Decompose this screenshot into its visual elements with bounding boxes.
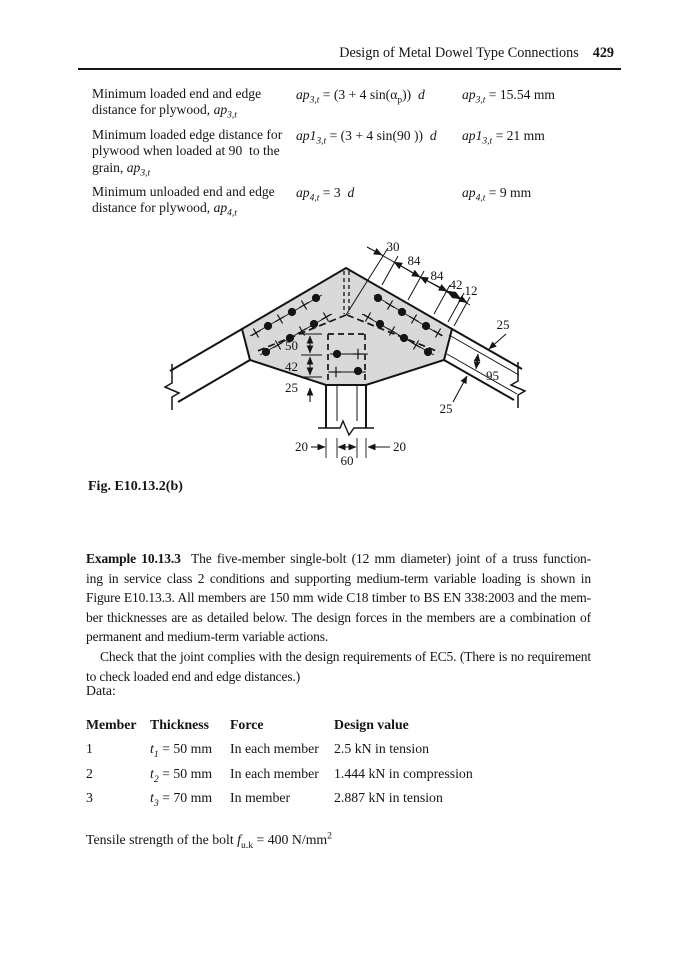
dim-label: 30 xyxy=(386,239,400,254)
header-page-number: 429 xyxy=(592,45,614,61)
property-label: Minimum unloaded end and edge distance for plywood, $ap_{4,t}$ xyxy=(92,184,275,220)
table-header-design-value: Design value xyxy=(334,717,409,732)
table-cell-design: 2.887 kN in tension xyxy=(334,790,443,806)
paragraph-line: ber thicknesses are as detailed below. The design forces in the members are a combination of xyxy=(86,609,591,625)
example-paragraph xyxy=(86,549,591,686)
break-symbol xyxy=(511,362,525,408)
property-label: Minimum loaded edge distance for plywood when loaded at 90 to the grain, $ap_{3,t}$ xyxy=(92,127,283,179)
members-table xyxy=(86,717,554,815)
paragraph-line: Figure E10.13.3. All members are 150 mm wide C18 timber to BS EN 338:2003 and the mem- xyxy=(86,590,591,606)
property-result: $ap1_{3,t} = 21$ mm xyxy=(462,128,545,147)
page-header xyxy=(80,45,614,62)
dim-label: 12 xyxy=(464,283,478,298)
joint-connection-figure xyxy=(150,230,545,475)
table-cell-force: In each member xyxy=(230,741,319,757)
paragraph-line: ing in service class 2 conditions and supporting medium-term variable loading is shown in xyxy=(86,570,591,586)
table-header-force: Force xyxy=(230,717,264,732)
dim-label: 42 xyxy=(285,359,298,374)
dim-label: 50 xyxy=(285,338,298,353)
table-cell-thickness: $t_3 = 70$ mm xyxy=(150,790,213,809)
property-formula: $ap1_{3,t} = (3 + 4$ sin(90 )) d xyxy=(296,128,437,147)
dim-label: 84 xyxy=(430,268,444,283)
bottom-member xyxy=(318,385,374,435)
dim-label: 25 xyxy=(285,380,298,395)
left-member xyxy=(165,329,250,410)
paragraph-line: permanent and medium-term variable actions. xyxy=(86,629,329,645)
property-formula: $ap_{4,t} = 3$ d xyxy=(296,185,355,204)
table-cell-member: 2 xyxy=(86,765,93,781)
table-header-member: Member xyxy=(86,717,137,732)
table-cell-force: In member xyxy=(230,790,291,806)
table-cell-thickness: $t_1 = 50$ mm xyxy=(150,741,213,761)
dim-label: 20 xyxy=(295,439,308,454)
example-heading: Example 10.13.3 xyxy=(86,551,181,566)
property-formula: $ap_{3,t} = (3 + 4$ $\sin(\alpha_p)$) d xyxy=(296,87,425,106)
paragraph-line: Example 10.13.3 The five-member single-bolt (12 mm diameter) joint of a truss function- xyxy=(86,551,591,566)
dim-label: 25 xyxy=(496,317,510,332)
table-header-thickness: Thickness xyxy=(150,717,210,732)
dim-label: 42 xyxy=(449,277,463,292)
tensile-strength-line: Tensile strength of the bolt $f_{u.k} = 400$ $N/mm^2$ xyxy=(86,830,332,851)
header-title: Design of Metal Dowel Type Connections xyxy=(339,45,579,61)
gusset-plate xyxy=(242,268,452,385)
paragraph-line: to check loaded end and edge distances.) xyxy=(86,668,301,684)
dim-label: 25 xyxy=(439,401,453,416)
dim-label: 60 xyxy=(340,453,354,468)
figure-caption: Fig. E10.13.2(b) xyxy=(88,479,183,494)
property-label: Minimum loaded end and edge distance for plywood, $ap_{3,t}$ xyxy=(92,86,262,122)
dim-label: 84 xyxy=(407,253,421,268)
dim-label: 20 xyxy=(393,439,406,454)
break-symbol xyxy=(165,364,179,410)
dim-label: 95 xyxy=(486,368,499,383)
table-cell-member: 1 xyxy=(86,741,93,757)
table-cell-force: In each member xyxy=(230,765,319,781)
data-label: Data: xyxy=(86,683,116,698)
table-cell-design: 2.5 kN in tension xyxy=(334,741,430,757)
table-cell-design: 1.444 kN in compression xyxy=(334,765,473,781)
property-result: $ap_{4,t} = 9$ mm xyxy=(462,185,532,204)
paragraph-line: Check that the joint complies with the design requirements of EC5. (There is no requirement xyxy=(100,648,591,664)
table-cell-thickness: $t_2 = 50$ mm xyxy=(150,765,213,785)
property-result: $ap_{3,t} = 15.54$ mm xyxy=(462,87,555,106)
table-cell-member: 3 xyxy=(86,790,93,806)
header-rule xyxy=(78,68,621,70)
